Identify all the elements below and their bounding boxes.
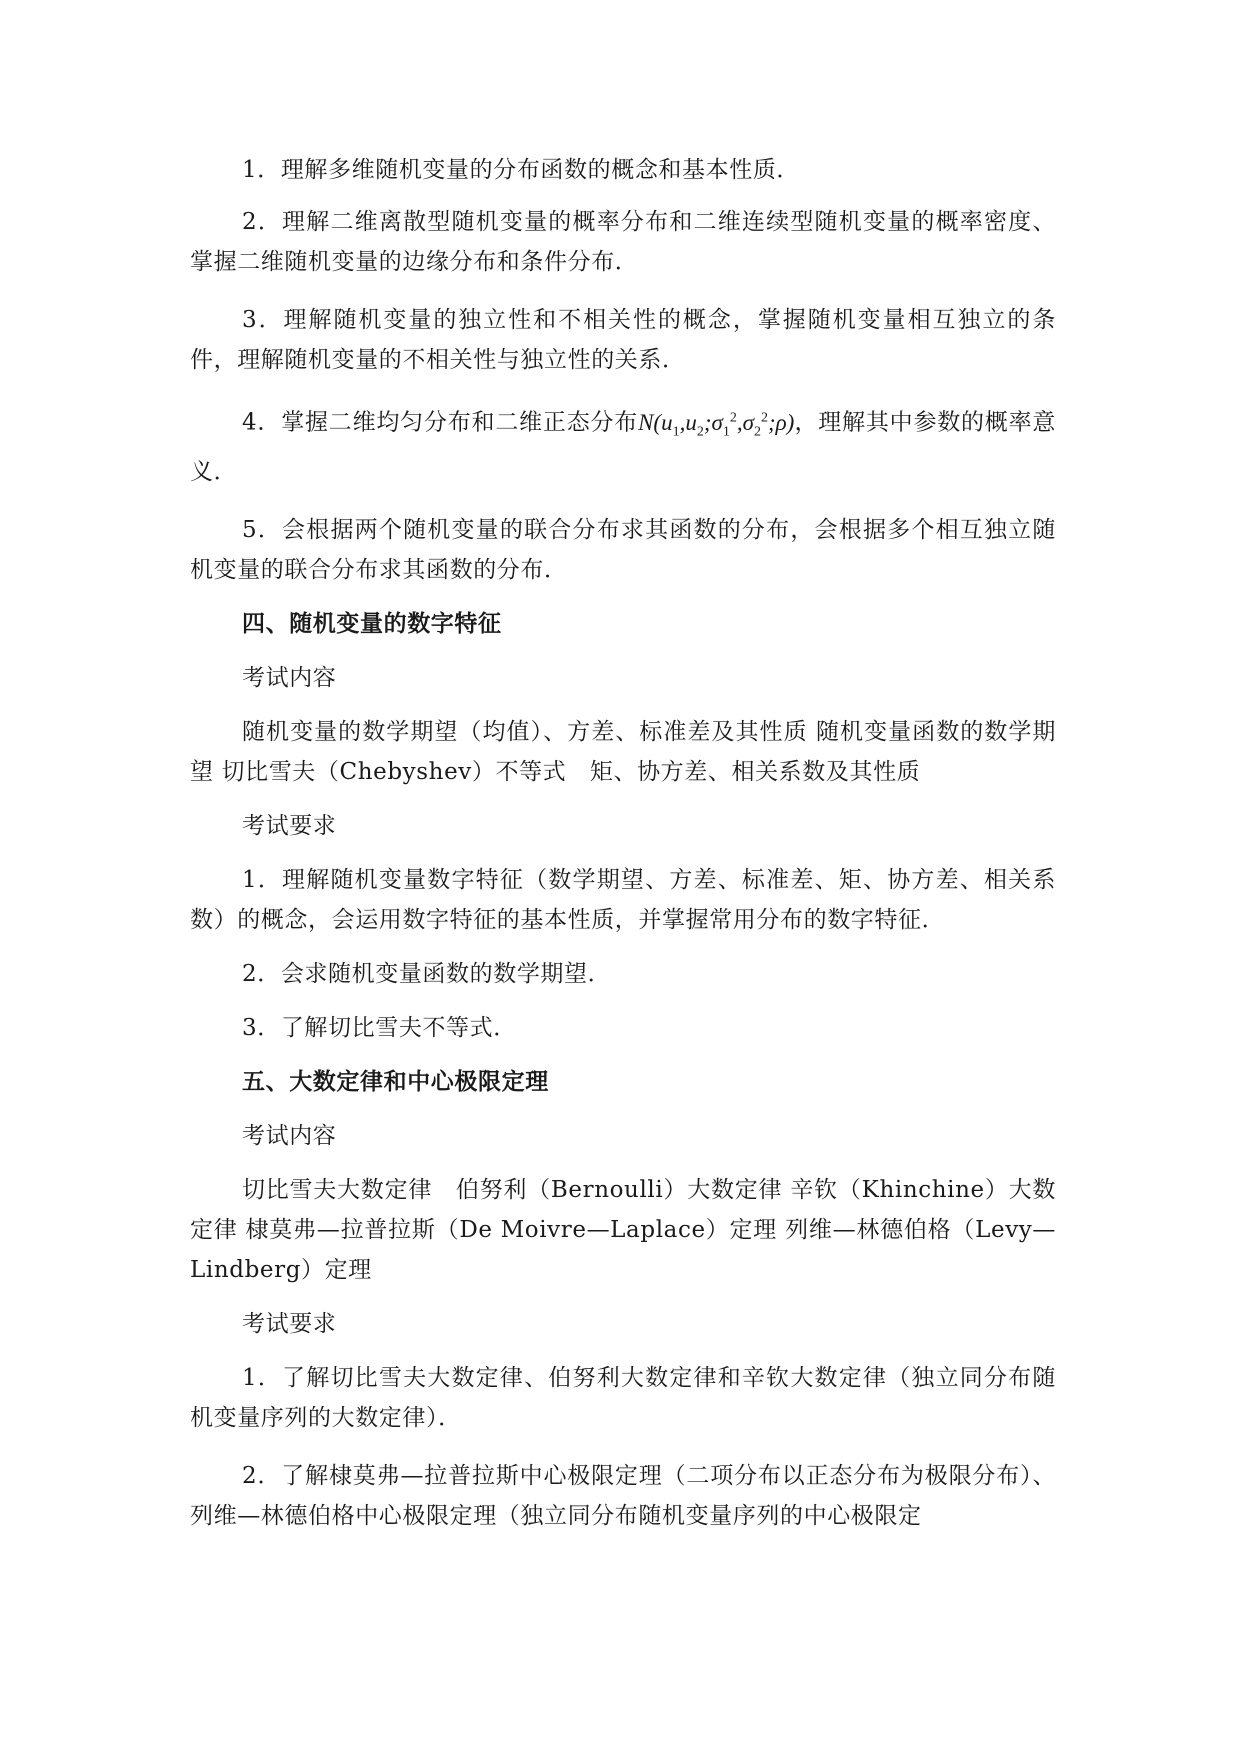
section5-content-text: 切比雪夫大数定律 伯努利（Bernoulli）大数定律 辛钦（Khinchine）大数定律 棣莫弗—拉普拉斯（De Moivre—Laplace）定理 列维—林德伯格（Levy—Lindberg）定理 xyxy=(190,1177,1056,1284)
section4-content-text: 随机变量的数学期望（均值）、方差、标准差及其性质 随机变量函数的数学期望 切比雪夫（Chebyshev）不等式 矩、协方差、相关系数及其性质 xyxy=(190,719,1056,786)
section3-requirement-4 xyxy=(190,398,1056,492)
section5-requirements-label: 考试要求 xyxy=(242,1311,337,1338)
section5-heading: 五、大数定律和中心极限定理 xyxy=(242,1069,549,1096)
section3-requirement-5: 5．会根据两个随机变量的联合分布求其函数的分布，会根据多个相互独立随机变量的联合分布求其函数的分布． xyxy=(190,517,1056,584)
formula-subscript: 1 xyxy=(722,424,730,440)
section3-requirement-1: 1．理解多维随机变量的分布函数的概念和基本性质． xyxy=(242,157,801,183)
requirement-4-prefix: 4．掌握二维均匀分布和二维正态分布 xyxy=(242,409,639,436)
formula-part: N(u xyxy=(638,409,673,435)
formula-part: ,σ xyxy=(736,409,754,435)
section5-content-label: 考试内容 xyxy=(242,1123,337,1150)
section4-requirement-1: 1．理解随机变量数字特征（数学期望、方差、标准差、矩、协方差、相关系数）的概念，会运用数字特征的基本性质，并掌握常用分布的数字特征． xyxy=(190,867,1056,934)
bivariate-normal-formula xyxy=(638,409,795,440)
section4-requirements-label: 考试要求 xyxy=(242,813,337,840)
formula-superscript: 2 xyxy=(760,410,768,425)
section3-requirement-2: 2．理解二维离散型随机变量的概率分布和二维连续型随机变量的概率密度、掌握二维随机变量的边缘分布和条件分布． xyxy=(190,209,1056,275)
section4-requirement-2: 2．会求随机变量函数的数学期望． xyxy=(242,961,612,988)
formula-superscript: 2 xyxy=(729,410,737,425)
document-page xyxy=(190,150,1056,1536)
formula-subscript: 2 xyxy=(753,424,761,440)
section4-requirement-3: 3．了解切比雪夫不等式． xyxy=(242,1015,517,1042)
section5-requirement-1: 1．了解切比雪夫大数定律、伯努利大数定律和辛钦大数定律（独立同分布随机变量序列的大数定律）． xyxy=(190,1365,1056,1432)
section3-requirement-3: 3．理解随机变量的独立性和不相关性的概念，掌握随机变量相互独立的条件，理解随机变量的不相关性与独立性的关系． xyxy=(190,307,1056,373)
formula-part: ,u xyxy=(679,409,697,435)
section4-heading: 四、随机变量的数字特征 xyxy=(242,611,502,638)
formula-subscript: 1 xyxy=(672,424,680,440)
section5-requirement-2: 2．了解棣莫弗—拉普拉斯中心极限定理（二项分布以正态分布为极限分布）、列维—林德伯格中心极限定理（独立同分布随机变量序列的中心极限定 xyxy=(190,1463,1056,1530)
formula-subscript: 2 xyxy=(696,424,704,440)
section4-content-label: 考试内容 xyxy=(242,665,337,692)
formula-part: ;σ xyxy=(703,409,723,435)
formula-part: ;ρ) xyxy=(767,409,795,435)
requirement-4-suffix: ，理解其中参数的概率意义． xyxy=(190,409,1056,486)
